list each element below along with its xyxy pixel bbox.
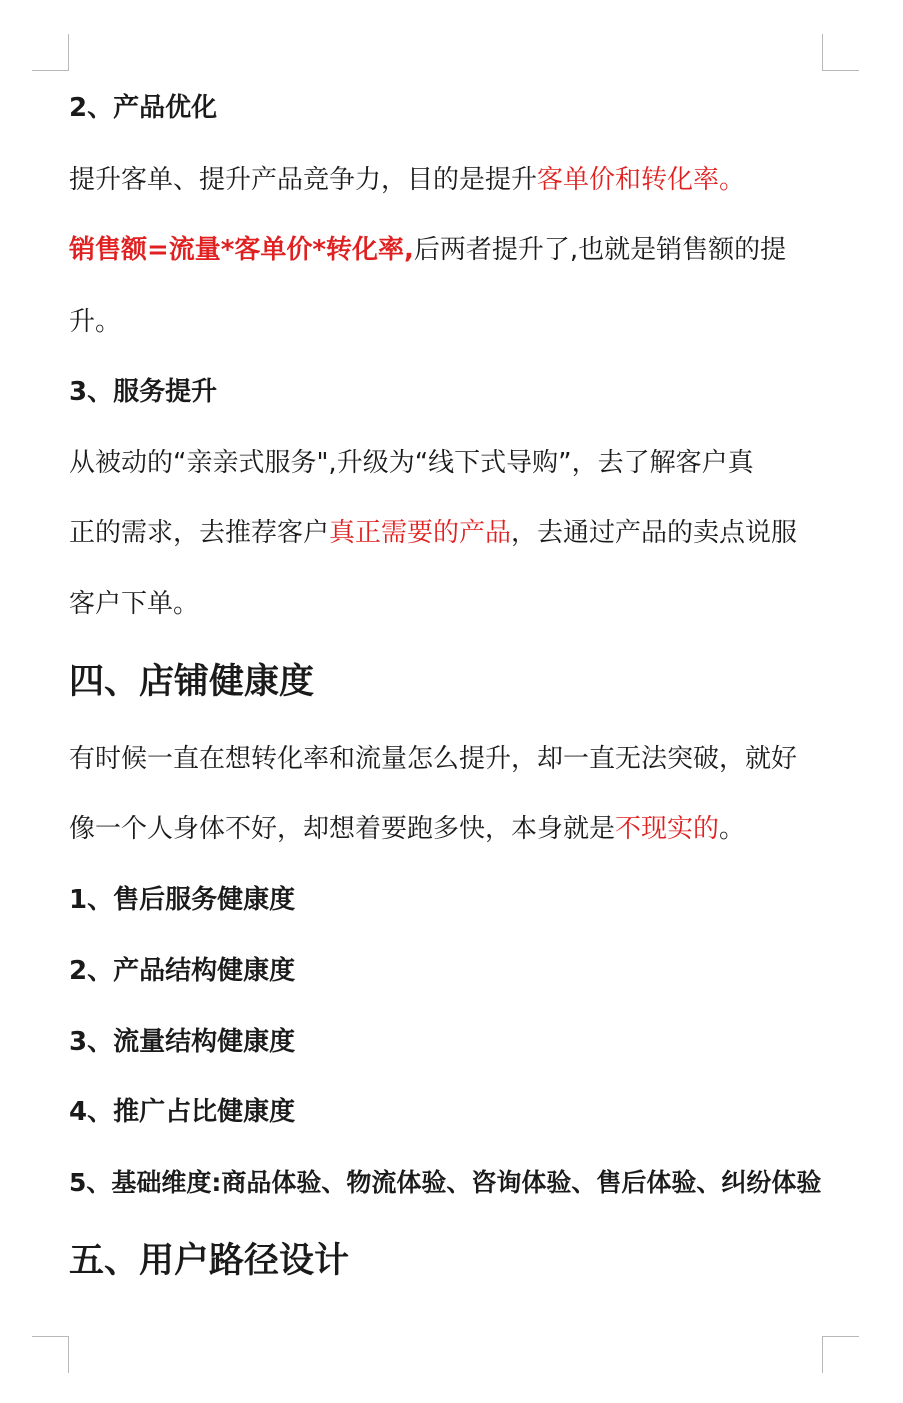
paragraph-line bbox=[69, 816, 745, 842]
paragraph-line: 升。 bbox=[69, 307, 122, 337]
page-corner-top-right bbox=[822, 34, 859, 71]
paragraph-line bbox=[69, 237, 786, 263]
page-corner-bottom-left bbox=[32, 1336, 69, 1373]
formula-text: 销售额=流量*客单价*转化率, bbox=[69, 235, 414, 265]
page-corner-top-left bbox=[32, 34, 69, 71]
highlight-text: 客单价和转化率。 bbox=[537, 165, 746, 195]
highlight-text: 真正需要的产品 bbox=[329, 518, 512, 548]
highlight-text: 不现实的 bbox=[615, 814, 720, 844]
paragraph-line: 从被动的“亲亲式服务",升级为“线下式导购”，去了解客户真 bbox=[69, 448, 754, 478]
text-run: 像一个人身体不好，却想着要跑多快，本身就是 bbox=[69, 814, 616, 844]
list-item-traffic-structure-health: 3、流量结构健康度 bbox=[69, 1027, 296, 1057]
list-item-basic-dimensions: 5、基础维度:商品体验、物流体验、咨询体验、售后体验、纠纷体验 bbox=[69, 1168, 822, 1197]
paragraph-line bbox=[69, 167, 745, 193]
paragraph-line: 客户下单。 bbox=[69, 589, 200, 619]
text-run: 正的需求，去推荐客户 bbox=[69, 518, 330, 548]
text-run: 提升客单、提升产品竞争力，目的是提升 bbox=[69, 165, 538, 195]
page-corner-bottom-right bbox=[822, 1336, 859, 1373]
paragraph-line bbox=[69, 520, 797, 546]
subheading-product-optimization: 2、产品优化 bbox=[69, 93, 218, 123]
paragraph-line: 有时候一直在想转化率和流量怎么提升，却一直无法突破，就好 bbox=[69, 744, 798, 774]
text-run: 后两者提升了,也就是销售额的提 bbox=[413, 235, 787, 265]
list-item-promotion-share-health: 4、推广占比健康度 bbox=[69, 1097, 296, 1127]
text-run: 。 bbox=[719, 814, 746, 844]
list-item-after-sales-health: 1、售后服务健康度 bbox=[69, 885, 296, 915]
section-heading-user-path-design: 五、用户路径设计 bbox=[69, 1241, 350, 1281]
list-item-product-structure-health: 2、产品结构健康度 bbox=[69, 956, 296, 986]
section-heading-store-health: 四、店铺健康度 bbox=[69, 662, 315, 702]
subheading-service-improvement: 3、服务提升 bbox=[69, 377, 218, 407]
text-run: ，去通过产品的卖点说服 bbox=[511, 518, 798, 548]
